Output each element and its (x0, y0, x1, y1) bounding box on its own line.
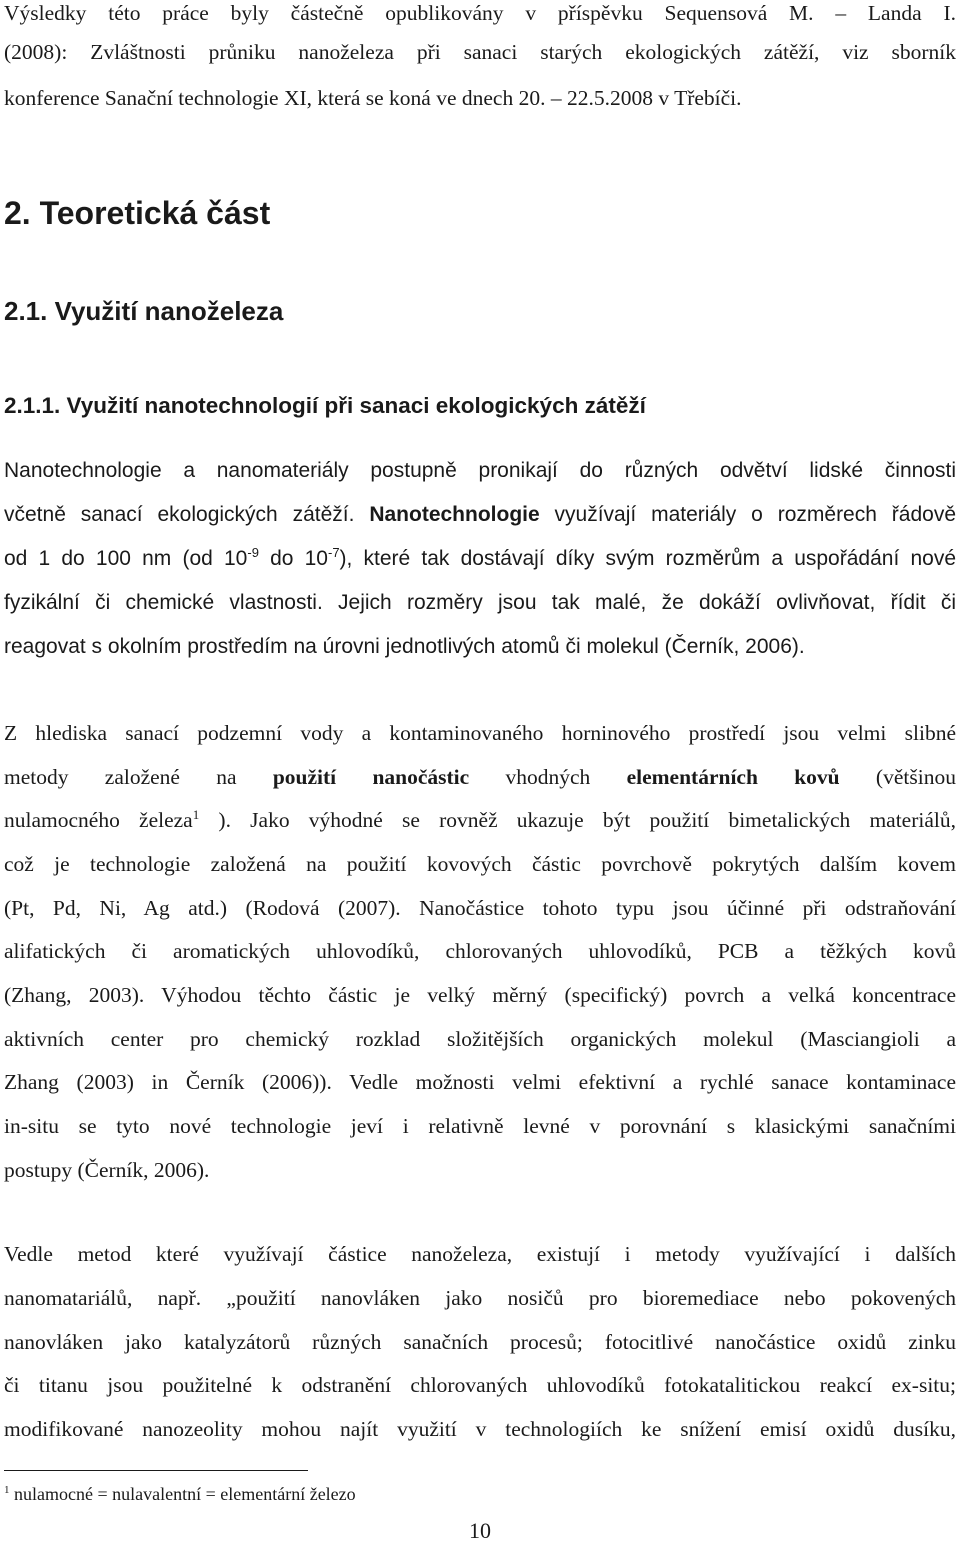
p1-line-3-text-c: ), které tak dostávají díky svým rozměrům a uspořádání nové (339, 547, 956, 570)
p2-line-6: alifatických či aromatických uhlovodíků, chlorovaných uhlovodíků, PCB a těžkých kovů (4, 939, 956, 963)
footnote-mark: 1 (4, 1484, 10, 1496)
p2-line-10: in-situ se tyto nové technologie jeví i relativně levné v porovnání s klasickými sanačními (4, 1114, 956, 1138)
p2-line-5: (Pt, Pd, Ni, Ag atd.) (Rodová (2007). Nanočástice tohoto typu jsou účinné při odstraňování (4, 896, 956, 920)
p1-exponent-2: -7 (327, 545, 340, 560)
p3-line-5: modifikované nanozeolity mohou najít využití v technologiích ke snížení emisí oxidů dusíku, (4, 1417, 956, 1441)
heading-chapter: 2. Teoretická část (4, 195, 271, 231)
heading-section: 2.1. Využití nanoželeza (4, 296, 284, 326)
p2-line-3-text-a: nulamocného železa (4, 808, 193, 832)
p1-line-3 (4, 545, 956, 573)
p2-line-8: aktivních center pro chemický rozklad složitějších organických molekul (Masciangioli a (4, 1027, 956, 1051)
p2-term-elementarni-kovy: elementárních kovů (626, 765, 840, 789)
p2-line-9: Zhang (2003) in Černík (2006)). Vedle možnosti velmi efektivní a rychlé sanace kontaminace (4, 1070, 956, 1094)
p2-line-1: Z hlediska sanací podzemní vody a kontaminovaného horninového prostředí jsou velmi slibné (4, 721, 956, 745)
p2-line-11: postupy (Černík, 2006). (4, 1158, 210, 1182)
heading-subsection: 2.1.1. Využití nanotechnologií při sanaci ekologických zátěží (4, 393, 646, 418)
p1-line-2-text-a: včetně sanací ekologických zátěží. (4, 503, 370, 526)
p2-line-2-text-c: vhodných (469, 765, 627, 789)
footnote-ref: 1 (192, 807, 200, 822)
footnote-text: nulamocné = nulavalentní = elementární železo (9, 1484, 356, 1504)
p1-line-2 (4, 501, 956, 529)
p1-line-3-text-b: do 10 (258, 547, 328, 570)
p3-line-4: či titanu jsou použitelné k odstranění chlorovaných uhlovodíků fotokatalitickou reakcí ex-situ; (4, 1373, 956, 1397)
intro-line-1: Výsledky této práce byly částečně opublikovány v příspěvku Sequensová M. – Landa I. (4, 1, 956, 25)
footnote-separator (4, 1470, 308, 1471)
p3-line-3: nanovláken jako katalyzátorů různých sanačních procesů; fotocitlivé nanočástice oxidů zinku (4, 1330, 956, 1354)
p2-line-2-text-a: metody založené na (4, 765, 273, 789)
p3-line-2: nanomatariálů, např. „použití nanovláken jako nosičů pro bioremediace nebo pokovených (4, 1286, 956, 1310)
p1-line-3-text-a: od 1 do 100 nm (od 10 (4, 547, 248, 570)
p2-line-3-text-b: ). Jako výhodné se rovněž ukazuje být použití bimetalických materiálů, (199, 808, 956, 832)
p1-line-1: Nanotechnologie a nanomateriály postupně pronikají do různých odvětví lidské činnosti (4, 459, 956, 482)
p2-line-3 (4, 806, 956, 834)
p1-line-2-text-c: využívají materiály o rozměrech řádově (539, 503, 957, 526)
p1-exponent-1: -9 (247, 545, 259, 560)
p1-term-nanotechnologie: Nanotechnologie (369, 503, 540, 526)
p1-line-5: reagovat s okolním prostředím na úrovni jednotlivých atomů či molekul (Černík, 2006). (4, 635, 805, 658)
p2-line-4: což je technologie založená na použití kovových částic povrchově pokrytých dalším kovem (4, 852, 956, 876)
p3-line-1: Vedle metod které využívají částice nanoželeza, existují i metody využívající i dalších (4, 1242, 956, 1266)
intro-line-2: (2008): Zvláštnosti průniku nanoželeza při sanaci starých ekologických zátěží, viz sborník (4, 40, 956, 64)
footnote (4, 1484, 356, 1505)
p2-term-nanocastice: použití nanočástic (272, 765, 470, 789)
p2-line-2-text-e: (většinou (839, 765, 956, 789)
intro-line-3: konference Sanační technologie XI, která se koná ve dnech 20. – 22.5.2008 v Třebíči. (4, 86, 742, 110)
page-number: 10 (469, 1518, 491, 1543)
p1-line-4: fyzikální či chemické vlastnosti. Jejich rozměry jsou tak malé, že dokáží ovlivňovat, řídit či (4, 591, 956, 614)
p2-line-2 (4, 763, 956, 791)
p2-line-7: (Zhang, 2003). Výhodou těchto částic je velký měrný (specifický) povrch a velká koncentrace (4, 983, 956, 1007)
